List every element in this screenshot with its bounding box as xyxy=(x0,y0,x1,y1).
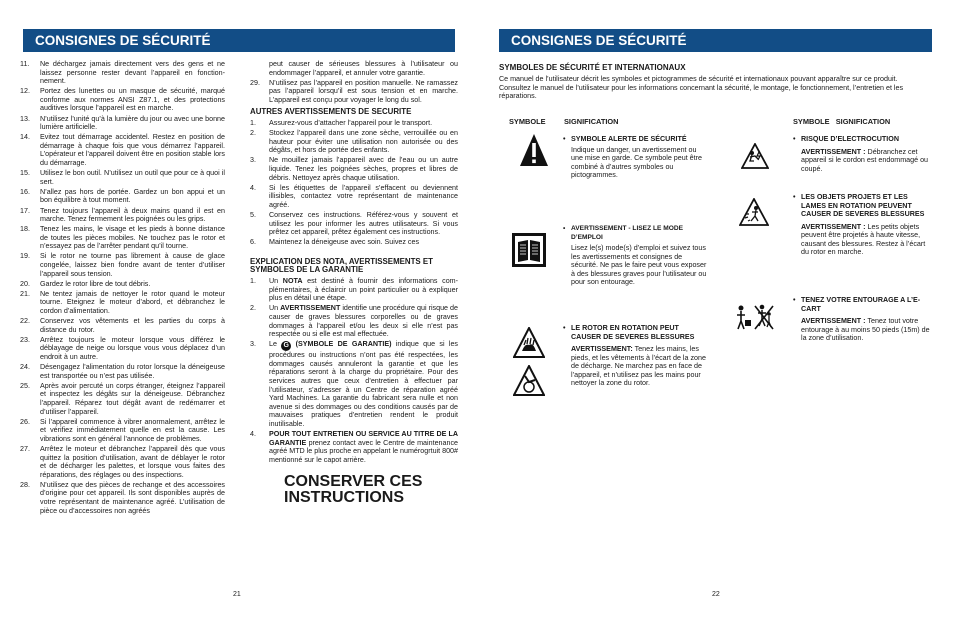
list-item: 20. Gardez le rotor libre de tout débris. xyxy=(20,279,151,288)
conserver-title: CONSERVER CES INSTRUCTIONS xyxy=(284,473,423,507)
symbol-manual-desc: • AVERTISSEMENT - LISEZ LE MODE D’EMPLOI Lisez le(s) mode(s) d’emploi et suivez tous les avertissements et consignes de sécurité. Ne pas le faire peut vous exposer à des blessures graves pour l’utilisateur ou pour son entourage. xyxy=(563,225,708,287)
list-item: 16. N’allez pas hors de portée. Gardez un bon appui et un bon équilibre à tout moment. xyxy=(20,187,225,205)
list-item: 2. Un AVERTISSEMENT identifie une procédure qui risque de causer de graves blessures corporelles ou de graves dommages à l’appareil et/ou les deux si elle n’est pas respectée ou si elle est mal effectuée. xyxy=(250,304,458,339)
safety-list xyxy=(20,60,225,515)
autres-list xyxy=(250,119,458,247)
symbol-rotor-desc: • LE ROTOR EN ROTATION PEUT CAUSER DE SEVERES BLESSURES AVERTISSEMENT: Tenez les mains, les pieds, et les vêtements à l’écart de la zone de décharge. Ne marchez pas en face de l’appareil, et n’utilisez pas les mains pour nettoyer la zone du rotor. xyxy=(563,324,708,388)
list-item: 1. Assurez-vous d’attacher l’appareil pour le transport. xyxy=(250,119,433,128)
section-banner: CONSIGNES DE SÉCURITÉ xyxy=(499,29,932,52)
list-item: 22. Conservez vos vêtements et les parties du corps à distance du rotor. xyxy=(20,317,225,334)
column-right xyxy=(250,60,458,506)
list-item: 19. Si le rotor ne tourne pas librement à cause de glace congelée, laissez bien fondre avant de tenter d’utiliser l’appareil sous tension. xyxy=(20,252,225,278)
symbols-title: SYMBOLES DE SÉCURITÉ ET INTERNATIONAUX xyxy=(499,63,686,72)
list-item: 29. N’utilisez pas l’appareil en position manuelle. Ne ramassez pas l’appareil lorsqu’il est sous tension et en marche. L’appareil est conçu pour voyager le long du sol. xyxy=(250,78,458,104)
explication-list xyxy=(250,277,458,464)
item-28-continued: peut causer de sérieuses blessures à l’utilisateur ou endommager l’appareil, et annuler votre garantie. xyxy=(269,60,458,77)
list-item: 14. Evitez tout démarrage accidentel. Restez en position de démarrage à chaque fois que vous démarrez l’appareil. L’opérateur et l’appareil doivent être en position stable lors du démarrage. xyxy=(20,133,225,168)
rotor-foot-icon xyxy=(513,365,545,397)
bystanders-icon xyxy=(734,302,774,332)
list-item: 26. Si l’appareil commence à vibrer anormalement, arrêtez le et vérifiez immédiatement quelle en est la cause. Les vibrations sont en général l’annonce de problèmes. xyxy=(20,417,225,443)
list-item: 21. Ne tentez jamais de nettoyer le rotor quand le moteur tourne. Eteignez le moteur d’abord, et débranchez le cordon d’alimentation. xyxy=(20,289,225,316)
page-number: 22 xyxy=(712,591,720,598)
list-item: 17. Tenez toujours l’appareil à deux mains quand il est en marche. Tenez fermement les poignées ou les grips. xyxy=(20,206,225,224)
column-left xyxy=(20,60,225,517)
symbol-electro-desc: • RISQUE D’ELECTROCUTION AVERTISSEMENT : Débranchez cet appareil si le cordon est endommagé ou coupé. xyxy=(793,135,933,173)
list-item: 13. N’utilisez l’unité qu’à la lumière du jour ou avec une bonne lumière artificielle. xyxy=(20,114,225,132)
list-item: 5. Conservez ces instructions. Référez-vous y souvent et utilisez les pour informer les autres utilisateurs. Si vous prêtez cet appareil, prêtez également ces instructions. xyxy=(250,211,458,237)
list-item: 1. Un NOTA est destiné à fournir des informations complémentaires, à éclaircir un point particulier ou à expliquer plus en détail une étape. xyxy=(250,277,459,303)
section-banner: CONSIGNES DE SÉCURITÉ xyxy=(23,29,455,52)
list-item: 18. Tenez les mains, le visage et les pieds à bonne distance de toutes les pièces mobiles. Ne touchez pas le rotor et n’essayez pas de l’arrêter pendant qu’il tourne. xyxy=(20,225,225,251)
electrocution-icon xyxy=(741,143,769,169)
safety-alert-icon xyxy=(519,133,549,167)
page-22 xyxy=(477,0,954,618)
header-symbole-signification: SYMBOLE SIGNIFICATION xyxy=(793,117,891,126)
list-item: 4. Si les étiquettes de l’appareil s’effacent ou deviennent illisibles, contactez votre représentant de maintenance agréé. xyxy=(250,183,458,209)
list-item: 15. Utilisez le bon outil. N’utilisez un outil que pour ce à quoi il sert. xyxy=(20,169,225,186)
list-item: 11. Ne déchargez jamais directement vers des gens et ne laissez personne rester devant l’appareil en fonctionnement. xyxy=(20,60,225,86)
list-item: 6. Maintenez la déneigeuse avec soin. Suivez ces xyxy=(250,238,420,247)
list-item: 24. Désengagez l’alimentation du rotor lorsque la déneigeuse est transportée ou n’est pas utilisée. xyxy=(20,363,225,380)
symbol-alert-desc: • SYMBOLE ALERTE DE SÉCURITÉ Indique un danger, un avertissement ou une mise en garde. Ce symbole peut être combiné à d’autres symboles ou pictogrammes. xyxy=(563,135,708,180)
rotor-hand-icon xyxy=(513,327,545,359)
list-item: 2. Stockez l’appareil dans une zone sèche, verrouillée ou en hauteur pour éviter une utilisation non autorisée ou des dégâts, et hors de portée des enfants. xyxy=(250,129,458,155)
list-item: 4. POUR TOUT ENTRETIEN OU SERVICE AU TITRE DE LA GARANTIE prenez contact avec le Centre de maintenance agréé MTD le plus proche en appelant le numérogrtuit 800# mentionné sur le capot arrière. xyxy=(250,430,458,464)
list-item: 27. Arrêtez le moteur et débranchez l’appareil dès que vous quittez la position d’utilisation, avant de déblayer le rotor et de décharger les palettes, et lorsque vous faites des réparations, des réglages ou des inspections. xyxy=(20,444,225,479)
list-item: 12. Portez des lunettes ou un masque de sécurité, marqué conforme aux normes ANSI Z87.1, et des protections auditives lorsque l’appareil est en marche. xyxy=(20,87,225,113)
list-item: 23. Arrêtez toujours le moteur lorsque vous différez le déblayage de neige ou lorsque vous vous déplacez d’un endroit à un autre. xyxy=(20,335,225,361)
thrown-objects-icon xyxy=(739,198,769,226)
heading-explication: EXPLICATION DES NOTA, AVERTISSEMENTS ET SYMBOLES DE LA GARANTIE xyxy=(250,256,433,275)
page-number: 21 xyxy=(233,591,241,598)
heading-autres: AUTRES AVERTISSEMENTS DE SECURITE xyxy=(250,107,412,117)
symbols-intro: Ce manuel de l’utilisateur décrit les symboles et pictogrammes de sécurité et internationaux pouvant apparaître sur ce produit. Consultez le manuel de l’utilisateur pour les informations concernant la sécurité, le montage, le fonctionnement, l’entretien et les réparations. xyxy=(499,75,904,101)
symbol-bystanders-desc: • TENEZ VOTRE ENTOURAGE A L’ECART AVERTISSEMENT : Tenez tout votre entourage à au moins 50 pieds (15m) de la zone d’utilisation. xyxy=(793,296,933,343)
header-symbole: SYMBOLE xyxy=(509,117,546,126)
list-item: 25. Après avoir percuté un corps étranger, éteignez l’appareil et inspectez les dégâts sur la déneigeuse. Débranchez l’appareil. Réparez tout dégât avant de redémarrer et d’utiliser l’appareil. xyxy=(20,381,225,416)
list-item: 3. Le G (SYMBOLE DE GARANTIE) indique que si les procédures ou instructions n’ont pas été respectées, les dommages causés annuleront la garantie et que les réparations seront à la charge du propriétaire. Pour des services autres que ceux d’entretien à effectuer par l’utilisateur, s’adresser à un Centre de réparation agréé Yard Machines. La garantie du fabricant sera nulle et non avenue si des dommages ou des conditions causés par de mauvaises pratiques d’entretien rendent le produit inutilisable. xyxy=(250,340,458,428)
warranty-symbol-icon: G xyxy=(281,341,291,351)
read-manual-icon xyxy=(512,233,546,267)
list-item: 28. N’utilisez que des pièces de rechange et des accessoires d’origine pour cet appareil. Ils sont disponibles auprès de votre représentant de maintenance agréé. L’utilisation de pièce ou d’accessoires non agréés xyxy=(20,480,225,515)
header-signification: SIGNIFICATION xyxy=(564,117,619,126)
symbol-thrown-desc: • LES OBJETS PROJETS ET LES LAMES EN ROTATION PEUVENT CAUSER DE SEVERES BLESSURES AVERTISSEMENT : Les petits objets peuvent être projetés à haute vitesse, causant des blessures. Restez à l’écart du rotor en marche. xyxy=(793,193,933,257)
list-item: 3. Ne mouillez jamais l’appareil avec de l’eau ou un autre liquide. Tenez les poignées sèches, propres et libres de débris. Nettoyez après chaque utilisation. xyxy=(250,156,458,182)
safety-list-29 xyxy=(250,79,458,105)
